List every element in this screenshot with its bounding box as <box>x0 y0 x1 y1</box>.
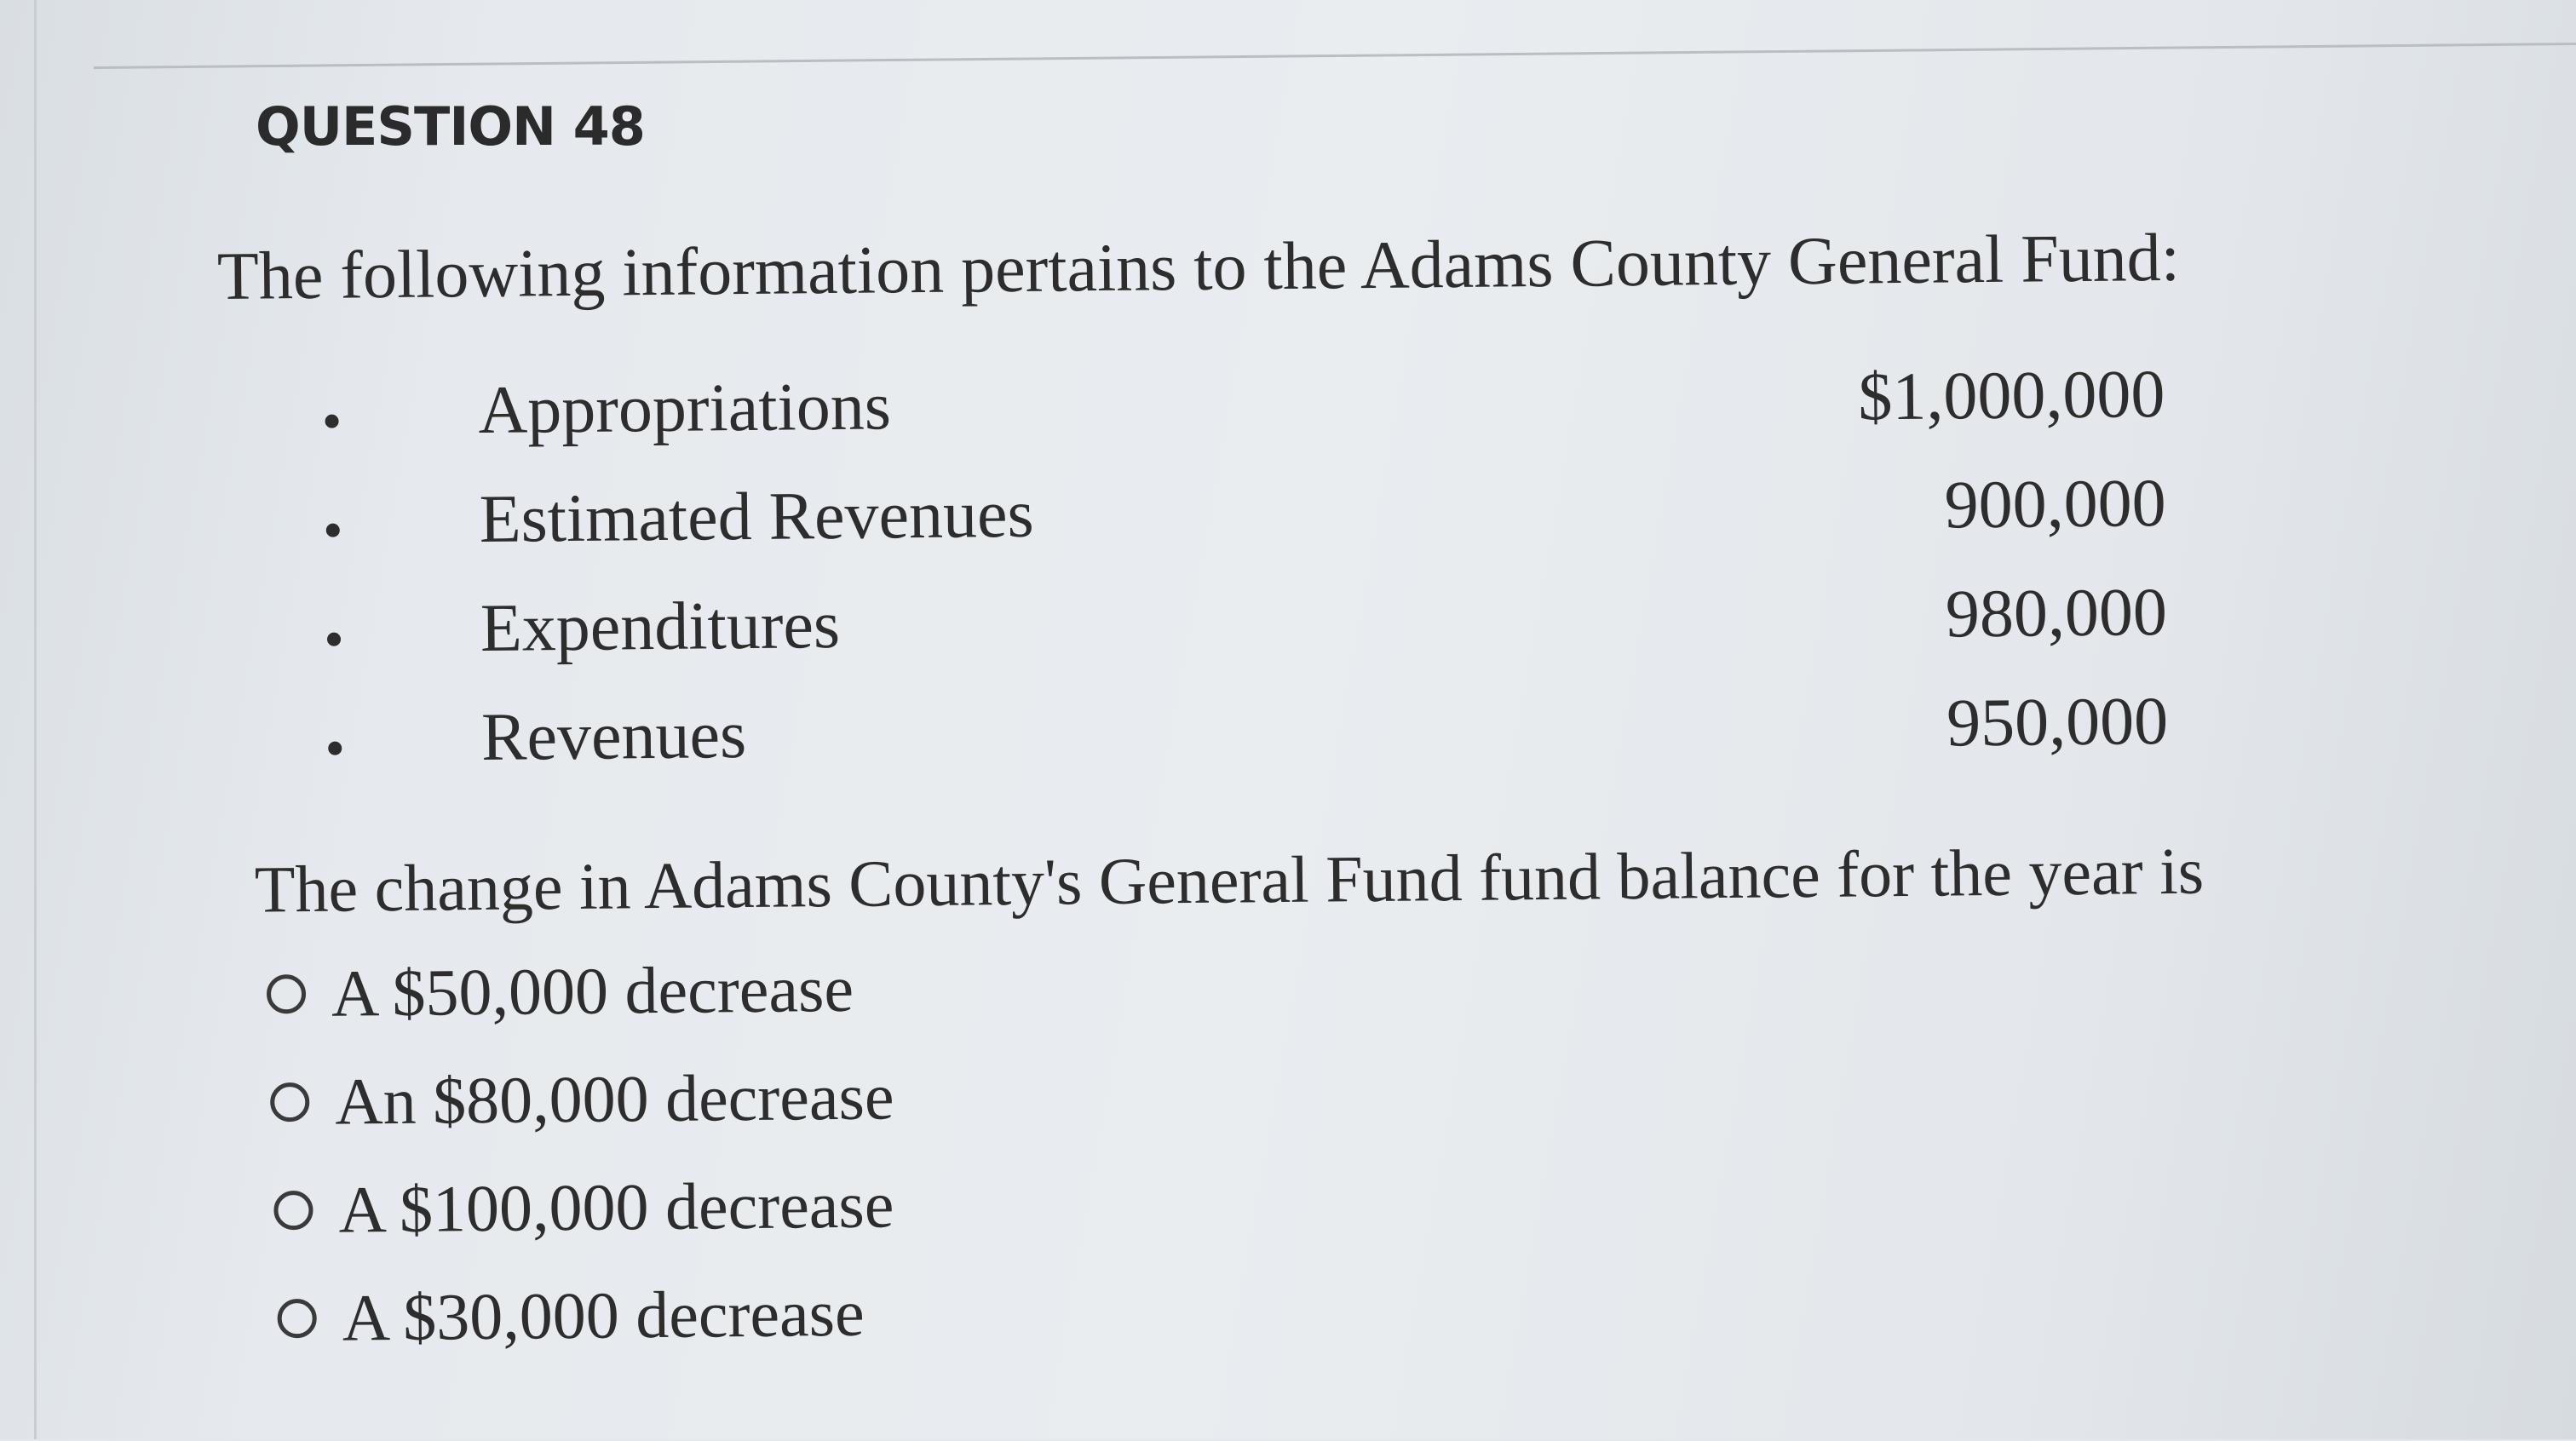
list-item <box>4 683 2169 797</box>
item-value: $1,000,000 <box>1857 357 2165 435</box>
bullet-icon <box>327 633 341 646</box>
list-item <box>3 574 2168 688</box>
option-label: A $50,000 decrease <box>331 950 854 1031</box>
option-label: A $30,000 decrease <box>342 1275 865 1355</box>
answer-option-4[interactable] <box>277 1271 865 1362</box>
answer-option-1[interactable] <box>267 946 854 1037</box>
answer-option-3[interactable] <box>273 1162 894 1253</box>
option-label: A $100,000 decrease <box>338 1167 894 1247</box>
item-value: 900,000 <box>1944 466 2167 543</box>
list-item <box>2 465 2166 579</box>
item-value: 950,000 <box>1946 683 2169 761</box>
list-item <box>1 356 2165 470</box>
item-label: Appropriations <box>478 369 892 449</box>
radio-button[interactable] <box>277 1299 316 1338</box>
option-label: An $80,000 decrease <box>334 1059 894 1139</box>
bullet-icon <box>325 415 339 428</box>
question-intro: The following information pertains to the Adams County General Fund: <box>216 220 2181 314</box>
answer-option-2[interactable] <box>270 1053 894 1145</box>
question-prompt: The change in Adams County's General Fund fund balance for the year is <box>254 833 2205 927</box>
radio-button[interactable] <box>270 1082 309 1122</box>
item-value: 980,000 <box>1945 575 2168 652</box>
question-heading: QUESTION 48 <box>256 95 645 158</box>
radio-button[interactable] <box>267 974 306 1013</box>
radio-button[interactable] <box>273 1191 313 1230</box>
bullet-icon <box>328 742 342 755</box>
item-label: Expenditures <box>480 587 841 667</box>
bullet-icon <box>326 524 340 537</box>
item-label: Revenues <box>480 698 747 775</box>
item-label: Estimated Revenues <box>479 476 1035 558</box>
